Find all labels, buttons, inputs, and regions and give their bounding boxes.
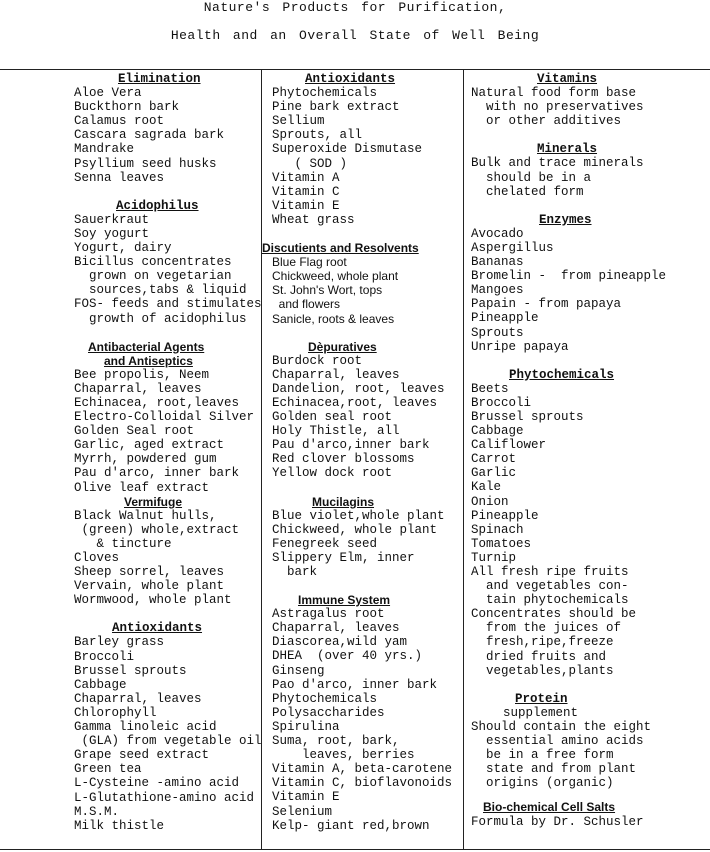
list-item: Broccoli bbox=[471, 395, 532, 410]
list-item: Bananas bbox=[471, 255, 524, 270]
list-item: Grape seed extract bbox=[74, 748, 210, 763]
section-heading: Antibacterial Agents bbox=[88, 339, 205, 354]
list-item: leaves, berries bbox=[272, 748, 415, 763]
list-item: Green tea bbox=[74, 762, 142, 777]
item-list bbox=[272, 255, 462, 325]
section-heading: Vermifuge bbox=[124, 494, 183, 509]
list-item: growth of acidophilus bbox=[74, 311, 247, 326]
bottom-rule bbox=[0, 849, 710, 850]
list-item: Wheat grass bbox=[272, 212, 355, 227]
item-list bbox=[74, 509, 260, 608]
section-heading: Antioxidants bbox=[112, 621, 203, 636]
list-item: Spinach bbox=[471, 522, 524, 537]
list-item: grown on vegetarian bbox=[74, 269, 232, 284]
list-item: Golden Seal root bbox=[74, 424, 195, 439]
list-item: Aloe Vera bbox=[74, 86, 142, 101]
list-item: Burdock root bbox=[272, 353, 363, 368]
list-item: chelated form bbox=[471, 184, 584, 199]
list-item: Cloves bbox=[74, 551, 120, 565]
list-item: Garlic, aged extract bbox=[74, 438, 225, 453]
list-item: Avocado bbox=[471, 226, 524, 241]
section-mucilagins bbox=[272, 495, 462, 580]
list-item: Suma, root, bark, bbox=[272, 734, 400, 749]
list-item: Vervain, whole plant bbox=[74, 579, 225, 594]
item-list bbox=[74, 213, 260, 326]
list-item: Wormwood, whole plant bbox=[74, 593, 232, 608]
section-heading: Bio-chemical Cell Salts bbox=[483, 800, 616, 815]
section-heading: and Antiseptics bbox=[104, 353, 193, 368]
item-list bbox=[272, 509, 462, 579]
list-item: Turnip bbox=[471, 550, 517, 565]
section-vitamins bbox=[471, 72, 706, 128]
list-item: L-Glutathione-amino acid bbox=[74, 790, 255, 805]
list-item: Chaparral, leaves bbox=[272, 621, 400, 636]
list-item: Pau d'arco,inner bark bbox=[272, 438, 430, 453]
list-item: Holy Thistle, all bbox=[272, 424, 400, 439]
list-item: Slippery Elm, inner bbox=[272, 550, 415, 565]
item-list bbox=[471, 156, 706, 198]
section-phytochemicals bbox=[471, 368, 706, 678]
list-item: Calamus root bbox=[74, 114, 165, 129]
list-item: Barley grass bbox=[74, 635, 165, 650]
list-item: Ginseng bbox=[272, 663, 325, 678]
list-item: Selenium bbox=[272, 804, 333, 819]
list-item: Kelp- giant red,brown bbox=[272, 818, 430, 833]
section-heading: Elimination bbox=[118, 72, 201, 86]
section-elimination bbox=[74, 72, 260, 185]
top-rule bbox=[0, 69, 710, 70]
list-item: Chaparral, leaves bbox=[74, 691, 202, 706]
list-item: Sheep sorrel, leaves bbox=[74, 565, 225, 580]
list-item: Vitamin A, beta-carotene bbox=[272, 762, 453, 777]
list-item: Blue violet,whole plant bbox=[272, 508, 445, 523]
list-item: Milk thistle bbox=[74, 818, 165, 833]
list-item: FOS- feeds and stimulates bbox=[74, 297, 262, 312]
list-item: state and from plant bbox=[471, 762, 637, 777]
list-item: Sanicle, roots & leaves bbox=[272, 311, 395, 326]
item-list bbox=[471, 227, 706, 354]
list-item: Bulk and trace minerals bbox=[471, 156, 644, 171]
section-heading: Enzymes bbox=[539, 212, 592, 227]
item-list bbox=[471, 720, 706, 790]
list-item: L-Cysteine -amino acid bbox=[74, 776, 240, 791]
list-item: Chlorophyll bbox=[74, 705, 157, 720]
list-item: All fresh ripe fruits bbox=[471, 565, 629, 579]
list-item: Bromelin - from pineapple bbox=[471, 269, 667, 284]
list-item: tain phytochemicals bbox=[471, 593, 629, 608]
list-item: Senna leaves bbox=[74, 170, 165, 185]
item-list bbox=[471, 382, 706, 678]
list-item: sources,tabs & liquid bbox=[74, 283, 247, 298]
list-item: Fenegreek seed bbox=[272, 536, 378, 551]
list-item: Carrot bbox=[471, 452, 517, 467]
section-heading: Minerals bbox=[537, 142, 598, 157]
list-item: Cabbage bbox=[74, 677, 127, 692]
list-item: Sellium bbox=[272, 114, 325, 129]
list-item: Pineapple bbox=[471, 508, 539, 523]
list-item: Sauerkraut bbox=[74, 212, 150, 227]
section-antibacterial bbox=[74, 340, 260, 495]
page-title-line2: Health and an Overall State of Well Being bbox=[170, 28, 540, 43]
list-item: Pao d'arco, inner bark bbox=[272, 677, 438, 692]
section-acidophilus bbox=[74, 199, 260, 326]
column-2 bbox=[262, 72, 462, 833]
list-item: Aspergillus bbox=[471, 240, 554, 255]
list-item: St. John's Wort, tops bbox=[272, 283, 383, 298]
section-heading: Discutients and Resolvents bbox=[262, 241, 419, 256]
list-item: be in a free form bbox=[471, 748, 614, 763]
list-item: Psyllium seed husks bbox=[74, 156, 217, 171]
list-item: or other additives bbox=[471, 114, 622, 129]
item-list bbox=[471, 86, 706, 128]
list-item: Broccoli bbox=[74, 649, 135, 664]
item-list bbox=[74, 635, 260, 832]
list-item: from the juices of bbox=[471, 621, 622, 636]
list-item: Yellow dock root bbox=[272, 466, 393, 481]
list-item: origins (organic) bbox=[471, 776, 614, 791]
item-list bbox=[74, 368, 260, 495]
section-protein bbox=[471, 692, 706, 791]
list-item: Kale bbox=[471, 480, 502, 495]
list-item: Buckthorn bark bbox=[74, 100, 180, 115]
list-item: Brussel sprouts bbox=[74, 663, 187, 678]
section-heading: Protein bbox=[515, 691, 568, 706]
item-list bbox=[471, 815, 706, 829]
list-item: Papain - from papaya bbox=[471, 297, 622, 312]
list-item: and vegetables con- bbox=[471, 579, 629, 594]
list-item: Tomatoes bbox=[471, 536, 532, 551]
list-item: Should contain the eight bbox=[471, 719, 652, 734]
section-discutients bbox=[262, 241, 462, 326]
section-vermifuge bbox=[74, 495, 260, 608]
section-heading: Acidophilus bbox=[116, 198, 199, 213]
list-item: Vitamin E bbox=[272, 198, 340, 213]
page-title-line1: Nature's Products for Purification, bbox=[203, 0, 507, 15]
list-item: Spirulina bbox=[272, 719, 340, 734]
list-item: Diascorea,wild yam bbox=[272, 635, 408, 650]
list-item: Superoxide Dismutase bbox=[272, 142, 423, 157]
list-item: Bee propolis, Neem bbox=[74, 367, 210, 382]
list-item: Mandrake bbox=[74, 142, 135, 157]
list-item: Yogurt, dairy bbox=[74, 241, 172, 256]
list-item: Vitamin E bbox=[272, 790, 340, 805]
section-heading: Vitamins bbox=[537, 72, 598, 86]
list-item: ( SOD ) bbox=[272, 156, 348, 171]
list-item: bark bbox=[272, 565, 318, 579]
list-item: Beets bbox=[471, 381, 509, 396]
list-item: Cabbage bbox=[471, 424, 524, 439]
list-item: Cascara sagrada bark bbox=[74, 128, 225, 143]
list-item: essential amino acids bbox=[471, 734, 644, 749]
section-antioxidants-1 bbox=[74, 621, 260, 832]
list-item: vegetables,plants bbox=[471, 663, 614, 678]
list-item: M.S.M. bbox=[74, 804, 120, 819]
section-subheading: supplement bbox=[503, 705, 579, 720]
list-item: Myrrh, powdered gum bbox=[74, 452, 217, 467]
list-item: Dandelion, root, leaves bbox=[272, 381, 445, 396]
list-item: Chaparral, leaves bbox=[74, 381, 202, 396]
list-item: Califlower bbox=[471, 438, 547, 453]
section-heading: Phytochemicals bbox=[509, 367, 615, 382]
list-item: Gamma linoleic acid bbox=[74, 720, 217, 735]
column-3 bbox=[471, 72, 706, 829]
column-divider-2 bbox=[463, 70, 464, 849]
list-item: dried fruits and bbox=[471, 649, 607, 664]
list-item: (green) whole,extract bbox=[74, 522, 240, 537]
section-cell-salts bbox=[471, 800, 706, 828]
list-item: Polysaccharides bbox=[272, 705, 385, 720]
section-minerals bbox=[471, 142, 706, 198]
list-item: should be in a bbox=[471, 170, 592, 185]
list-item: Pine bark extract bbox=[272, 100, 400, 115]
list-item: Astragalus root bbox=[272, 607, 385, 622]
item-list bbox=[272, 86, 462, 227]
list-item: with no preservatives bbox=[471, 100, 644, 115]
section-heading: Immune System bbox=[298, 593, 391, 608]
list-item: Vitamin C, bioflavonoids bbox=[272, 776, 453, 791]
list-item: Olive leaf extract bbox=[74, 480, 210, 495]
list-item: Phytochemicals bbox=[272, 691, 378, 706]
list-item: Golden seal root bbox=[272, 410, 393, 425]
item-list bbox=[74, 86, 260, 185]
list-item: DHEA (over 40 yrs.) bbox=[272, 649, 423, 664]
list-item: & tincture bbox=[74, 536, 172, 551]
list-item: Onion bbox=[471, 494, 509, 509]
list-item: Echinacea, root,leaves bbox=[74, 395, 240, 410]
list-item: Natural food form base bbox=[471, 86, 637, 101]
section-immune-system bbox=[272, 593, 462, 833]
section-antioxidants-2 bbox=[272, 72, 462, 227]
list-item: Garlic bbox=[471, 466, 517, 481]
list-item: Chickweed, whole plant bbox=[272, 269, 399, 284]
list-item: Sprouts, all bbox=[272, 128, 363, 143]
list-item: Echinacea,root, leaves bbox=[272, 395, 438, 410]
list-item: Blue Flag root bbox=[272, 255, 347, 270]
list-item: Red clover blossoms bbox=[272, 452, 415, 467]
list-item: Brussel sprouts bbox=[471, 409, 584, 424]
section-heading: Dèpuratives bbox=[308, 339, 377, 354]
list-item: Black Walnut hulls, bbox=[74, 508, 217, 523]
list-item: Electro-Colloidal Silver bbox=[74, 410, 255, 425]
item-list bbox=[272, 354, 462, 481]
list-item: Formula by Dr. Schusler bbox=[471, 814, 644, 829]
list-item: Vitamin A bbox=[272, 170, 340, 185]
list-item: Pineapple bbox=[471, 311, 539, 326]
list-item: (GLA) from vegetable oil bbox=[74, 734, 262, 749]
section-heading: Mucilagins bbox=[312, 494, 375, 509]
section-enzymes bbox=[471, 213, 706, 354]
section-depuratives bbox=[272, 340, 462, 481]
list-item: Chickweed, whole plant bbox=[272, 522, 438, 537]
list-item: Concentrates should be bbox=[471, 607, 637, 622]
list-item: Pau d'arco, inner bark bbox=[74, 466, 240, 481]
list-item: Phytochemicals bbox=[272, 86, 378, 101]
list-item: Vitamin C bbox=[272, 184, 340, 199]
list-item: and flowers bbox=[272, 297, 341, 312]
list-item: Unripe papaya bbox=[471, 339, 569, 354]
list-item: Chaparral, leaves bbox=[272, 367, 400, 382]
list-item: Mangoes bbox=[471, 283, 524, 298]
list-item: Soy yogurt bbox=[74, 226, 150, 241]
section-heading: Antioxidants bbox=[305, 72, 396, 86]
list-item: Sprouts bbox=[471, 325, 524, 340]
list-item: Bicillus concentrates bbox=[74, 255, 232, 270]
column-1 bbox=[74, 72, 260, 833]
list-item: fresh,ripe,freeze bbox=[471, 635, 614, 650]
column-divider-1 bbox=[261, 70, 262, 849]
item-list bbox=[272, 607, 462, 833]
